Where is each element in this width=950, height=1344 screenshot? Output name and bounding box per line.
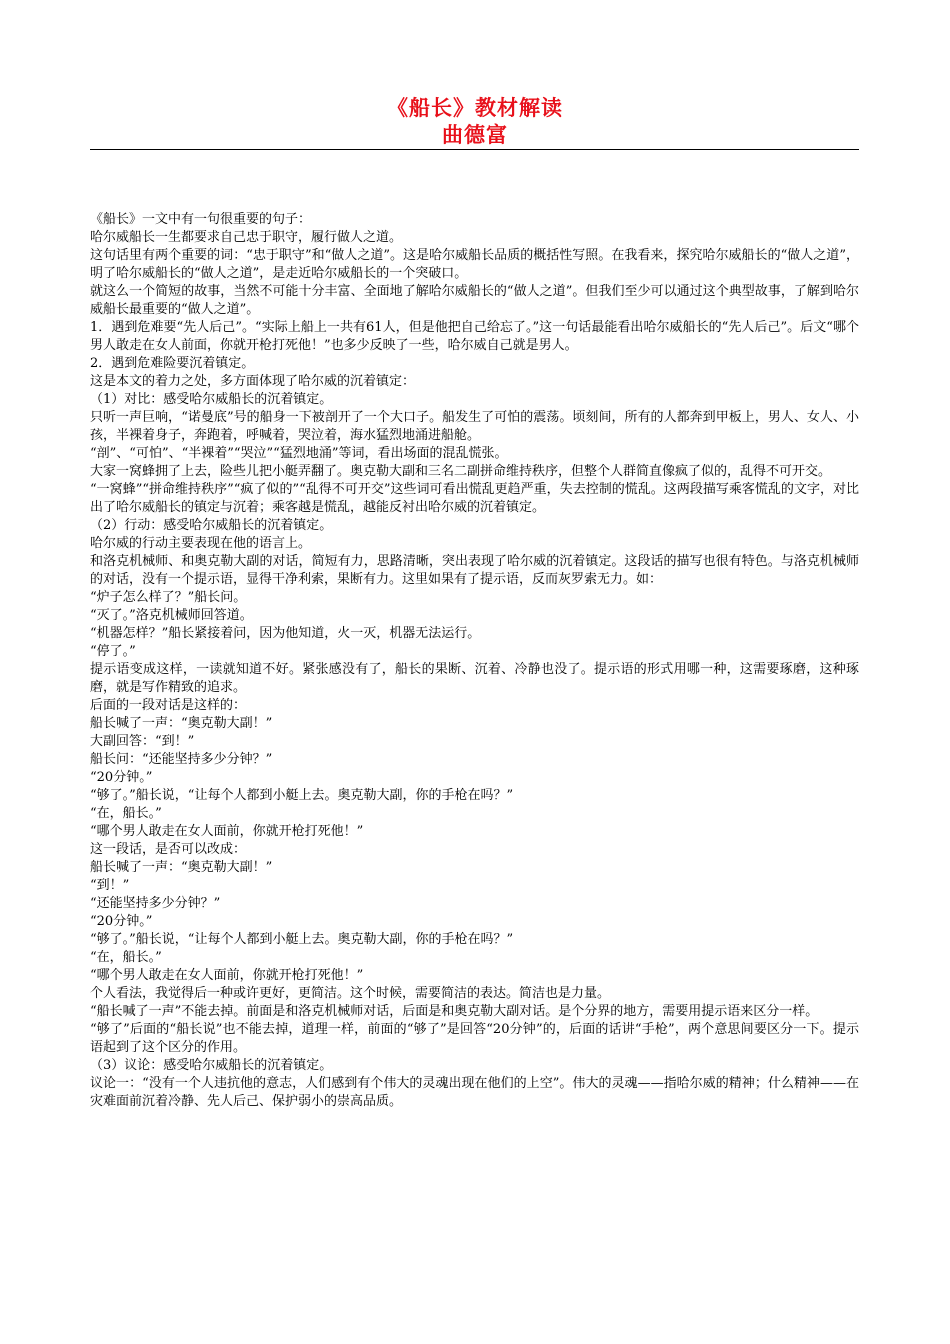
paragraph: 就这么一个简短的故事，当然不可能十分丰富、全面地了解哈尔威船长的“做人之道”。但我们至少可以通过这个典型故事，了解到哈尔威船长最重要的“做人之道”。 — [90, 284, 859, 317]
paragraph: “剖”、“可怕”、“半裸着”“哭泣”“猛烈地涌”等词，看出场面的混乱慌张。 — [90, 446, 508, 461]
paragraph: 船长问：“还能坚持多少分钟？” — [90, 752, 273, 767]
paragraph: “够了。”船长说，“让每个人都到小艇上去。奥克勒大副，你的手枪在吗？” — [90, 932, 514, 947]
paragraph: “灭了。”洛克机械师回答道。 — [90, 608, 253, 623]
paragraph: “到！” — [90, 878, 130, 893]
paragraph: “够了”后面的“船长说”也不能去掉，道理一样，前面的“够了”是回答“20分钟”的，后面的话讲“手枪”，两个意思间要区分一下。提示语起到了这个区分的作用。 — [90, 1022, 859, 1055]
paragraph: 1．遇到危难要“先人后己”。“实际上船上一共有61人，但是他把自己给忘了。”这一句话最能看出哈尔威船长的“先人后己”。后文“哪个男人敢走在女人前面，你就开枪打死他！”也多少反映了一些，哈尔威自己就是男人。 — [90, 320, 859, 353]
paragraph: 船长喊了一声：“奥克勒大副！” — [90, 716, 273, 731]
paragraph: “炉子怎么样了？”船长问。 — [90, 590, 247, 605]
paragraph: 哈尔威的行动主要表现在他的语言上。 — [90, 536, 312, 551]
paragraph: 只听一声巨响，“诺曼底”号的船身一下被剖开了一个大口子。船发生了可怕的震荡。顷刻间，所有的人都奔到甲板上，男人、女人、小孩，半裸着身子，奔跑着，呼喊着，哭泣着，海水猛烈地涌进船舱。 — [90, 410, 859, 443]
paragraph: “还能坚持多少分钟？” — [90, 896, 221, 911]
paragraph: 船长喊了一声：“奥克勒大副！” — [90, 860, 273, 875]
paragraph: 大副回答：“到！” — [90, 734, 195, 749]
document-body — [90, 211, 859, 1111]
paragraph: 后面的一段对话是这样的： — [90, 698, 247, 713]
paragraph: 哈尔威船长一生都要求自己忠于职守，履行做人之道。 — [90, 230, 403, 245]
paragraph: “停了。” — [90, 644, 136, 659]
paragraph: 和洛克机械师、和奥克勒大副的对话，简短有力，思路清晰，突出表现了哈尔威的沉着镇定。这段话的描写也很有特色。与洛克机械师的对话，没有一个提示语，显得干净利索，果断有力。这里如果有了提示语，反而灰罗索无力。如： — [90, 554, 859, 587]
paragraph: 这句话里有两个重要的词：“忠于职守”和“做人之道”。这是哈尔威船长品质的概括性写照。在我看来，探究哈尔威船长的“做人之道”，明了哈尔威船长的“做人之道”，是走近哈尔威船长的一个突破口。 — [90, 248, 859, 281]
paragraph: （2）行动：感受哈尔威船长的沉着镇定。 — [90, 518, 333, 533]
paragraph: （1）对比：感受哈尔威船长的沉着镇定。 — [90, 392, 333, 407]
paragraph: 大家一窝蜂拥了上去，险些儿把小艇弄翻了。奥克勒大副和三名二副拼命维持秩序，但整个人群简直像疯了似的，乱得不可开交。 — [90, 464, 832, 479]
paragraph: “20分钟。” — [90, 914, 153, 929]
paragraph: “机器怎样？”船长紧接着问，因为他知道，火一灭，机器无法运行。 — [90, 626, 481, 641]
paragraph: （3）议论：感受哈尔威船长的沉着镇定。 — [90, 1058, 333, 1073]
document-author: 曲德富 — [442, 122, 508, 147]
paragraph: “哪个男人敢走在女人面前，你就开枪打死他！” — [90, 824, 364, 839]
paragraph: 这是本文的着力之处，多方面体现了哈尔威的沉着镇定： — [90, 374, 416, 389]
paragraph: 这一段话，是否可以改成： — [90, 842, 247, 857]
paragraph: 提示语变成这样，一读就知道不好。紧张感没有了，船长的果断、沉着、冷静也没了。提示语的形式用哪一种，这需要琢磨，这种琢磨，就是写作精致的追求。 — [90, 662, 859, 695]
paragraph: 议论一：“没有一个人违抗他的意志，人们感到有个伟大的灵魂出现在他们的上空”。伟大的灵魂——指哈尔威的精神；什么精神——在灾难面前沉着冷静、先人后己、保护弱小的崇高品质。 — [90, 1076, 859, 1109]
paragraph: “哪个男人敢走在女人面前，你就开枪打死他！” — [90, 968, 364, 983]
paragraph: “20分钟。” — [90, 770, 153, 785]
paragraph: 2．遇到危难险要沉着镇定。 — [90, 356, 255, 371]
paragraph: “船长喊了一声”不能去掉。前面是和洛克机械师对话，后面是和奥克勒大副对话。是个分界的地方，需要用提示语来区分一样。 — [90, 1004, 819, 1019]
paragraph: “够了。”船长说，“让每个人都到小艇上去。奥克勒大副，你的手枪在吗？” — [90, 788, 514, 803]
paragraph: “在，船长。” — [90, 806, 162, 821]
title-divider — [90, 149, 859, 150]
paragraph: “一窝蜂”“拼命维持秩序”“疯了似的”“乱得不可开交”这些词可看出慌乱更趋严重，失去控制的慌乱。这两段描写乘客慌乱的文字，对比出了哈尔威船长的镇定与沉着；乘客越是慌乱，越能反衬出哈尔威的沉着镇定。 — [90, 482, 859, 515]
paragraph: 个人看法，我觉得后一种或许更好，更简洁。这个时候，需要简洁的表达。简洁也是力量。 — [90, 986, 611, 1001]
document-title: 《船长》教材解读 — [387, 95, 563, 120]
paragraph: 《船长》一文中有一句很重要的句子： — [90, 212, 312, 227]
paragraph: “在，船长。” — [90, 950, 162, 965]
